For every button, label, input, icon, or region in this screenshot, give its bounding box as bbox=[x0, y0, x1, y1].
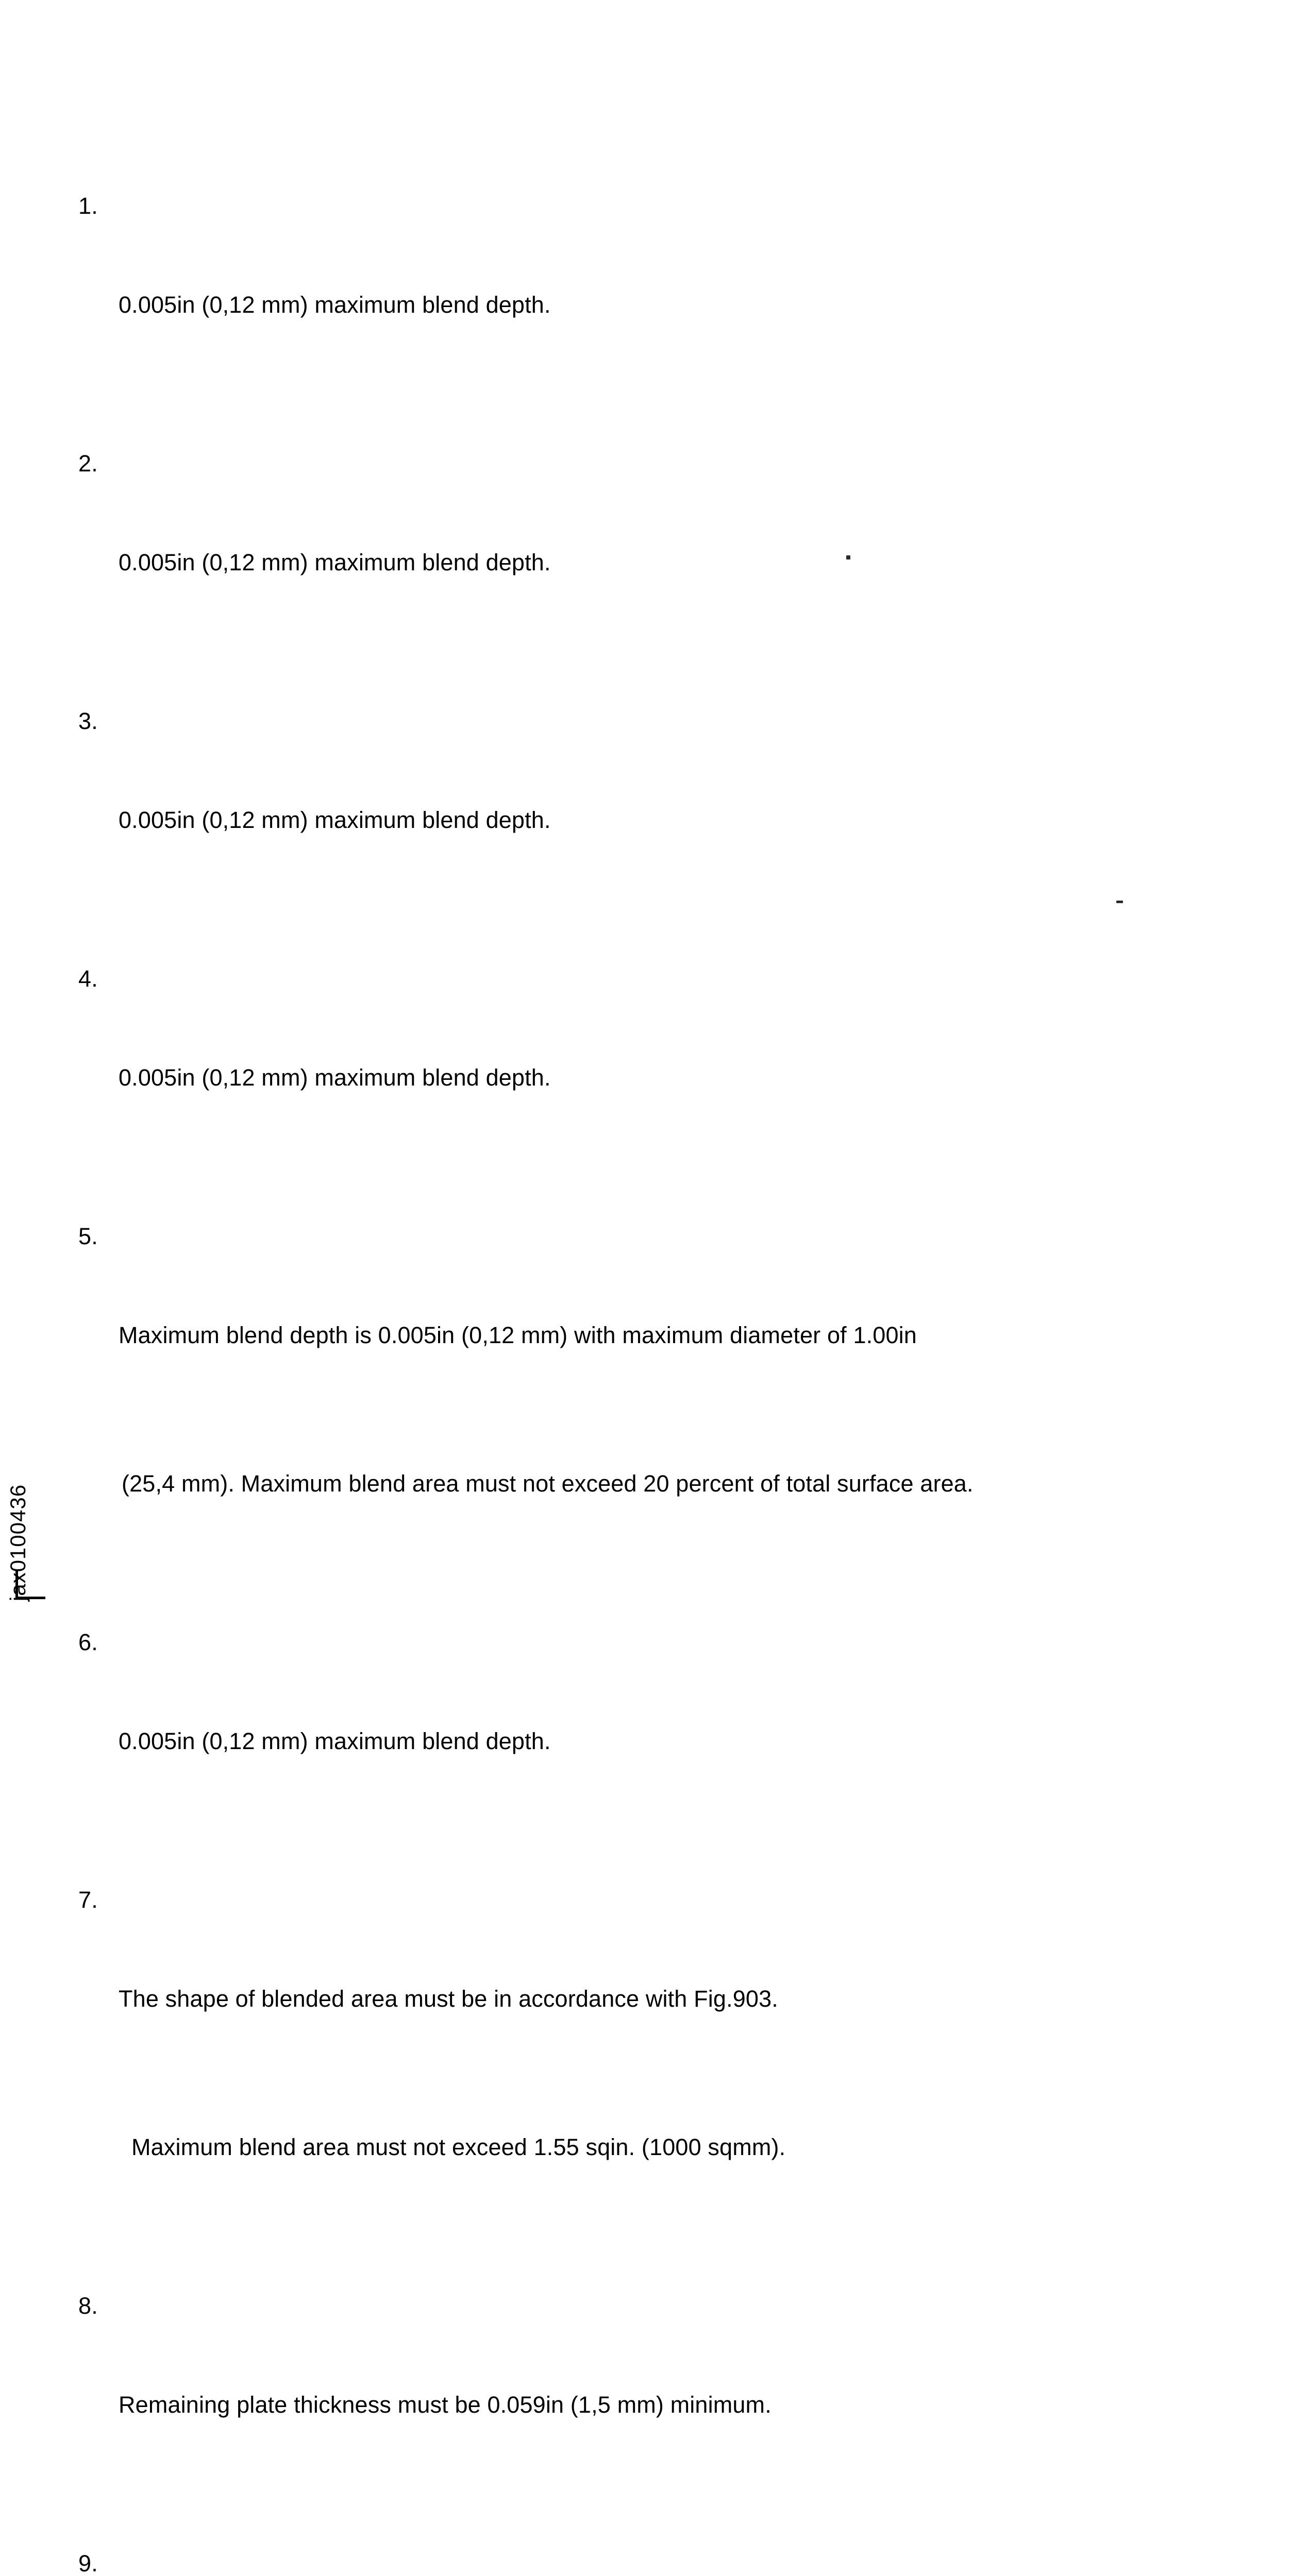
note-text bbox=[119, 1618, 1300, 1865]
note-item bbox=[78, 697, 1300, 944]
note-line: 0.005in (0,12 mm) maximum blend depth. bbox=[119, 1728, 551, 1754]
note-number: 1. bbox=[78, 193, 98, 219]
note-number: 3. bbox=[78, 708, 98, 734]
note-item bbox=[78, 439, 1300, 686]
note-item bbox=[78, 1618, 1300, 1865]
note-item bbox=[78, 1875, 1300, 2271]
note-item bbox=[78, 2281, 1300, 2529]
note-number: 6. bbox=[78, 1629, 98, 1655]
note-number: 4. bbox=[78, 965, 98, 992]
note-text bbox=[119, 2539, 1300, 2576]
scan-speck bbox=[1116, 901, 1123, 903]
note-text bbox=[119, 2281, 1300, 2529]
note-text bbox=[119, 1212, 1300, 1607]
note-line-continuation: (25,4 mm). Maximum blend area must not exceed 20 percent of total surface area. bbox=[122, 1470, 974, 1497]
document-id-block bbox=[6, 1415, 73, 1611]
note-item bbox=[78, 2539, 1300, 2576]
note-number: 7. bbox=[78, 1887, 98, 1913]
note-number: 8. bbox=[78, 2293, 98, 2319]
note-line: The shape of blended area must be in accordance with Fig.903. bbox=[119, 1986, 778, 2012]
note-number: 5. bbox=[78, 1223, 98, 1249]
note-text bbox=[119, 954, 1300, 1201]
note-text bbox=[119, 1875, 1300, 2271]
note-text bbox=[119, 439, 1300, 686]
note-line: 0.005in (0,12 mm) maximum blend depth. bbox=[119, 549, 551, 575]
note-item bbox=[78, 1212, 1300, 1607]
note-line: 0.005in (0,12 mm) maximum blend depth. bbox=[119, 1064, 551, 1091]
note-number: 9. bbox=[78, 2550, 98, 2576]
note-number: 2. bbox=[78, 450, 98, 477]
note-line-continuation: Maximum blend area must not exceed 1.55 sqin. (1000 sqmm). bbox=[131, 2134, 786, 2160]
note-item bbox=[78, 954, 1300, 1201]
scan-speck bbox=[846, 555, 850, 560]
note-line: 0.005in (0,12 mm) maximum blend depth. bbox=[119, 807, 551, 833]
note-text bbox=[119, 697, 1300, 944]
note-line: Maximum blend depth is 0.005in (0,12 mm) with maximum diameter of 1.00in bbox=[119, 1322, 917, 1348]
note-text bbox=[119, 181, 1300, 429]
document-id-text: jax0100436 bbox=[6, 1484, 30, 1601]
note-line: Remaining plate thickness must be 0.059in (1,5 mm) minimum. bbox=[119, 2392, 772, 2418]
notes-list bbox=[78, 181, 1300, 2576]
note-item bbox=[78, 181, 1300, 429]
note-line: 0.005in (0,12 mm) maximum blend depth. bbox=[119, 292, 551, 318]
